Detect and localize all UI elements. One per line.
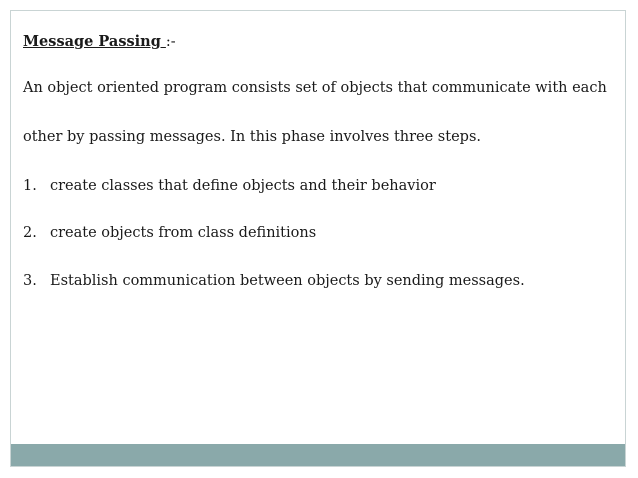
- list-number: 1.: [23, 178, 37, 194]
- list-item-3: [23, 273, 525, 290]
- paragraph-line-1: An object oriented program consists set of objects that communicate with each: [23, 80, 607, 96]
- heading-title: Message Passing: [23, 33, 166, 50]
- list-number: 2.: [23, 225, 37, 241]
- list-text: create classes that define objects and their behavior: [50, 178, 436, 194]
- slide: [10, 10, 626, 467]
- list-number: 3.: [23, 273, 37, 289]
- heading: [23, 33, 176, 51]
- paragraph-line-2: other by passing messages. In this phase involves three steps.: [23, 129, 481, 145]
- list-item-1: [23, 178, 436, 195]
- heading-suffix: :-: [165, 34, 176, 50]
- footer-bar: [11, 444, 625, 466]
- list-text: Establish communication between objects by sending messages.: [50, 273, 525, 289]
- list-text: create objects from class definitions: [50, 225, 317, 241]
- list-item-2: [23, 225, 316, 242]
